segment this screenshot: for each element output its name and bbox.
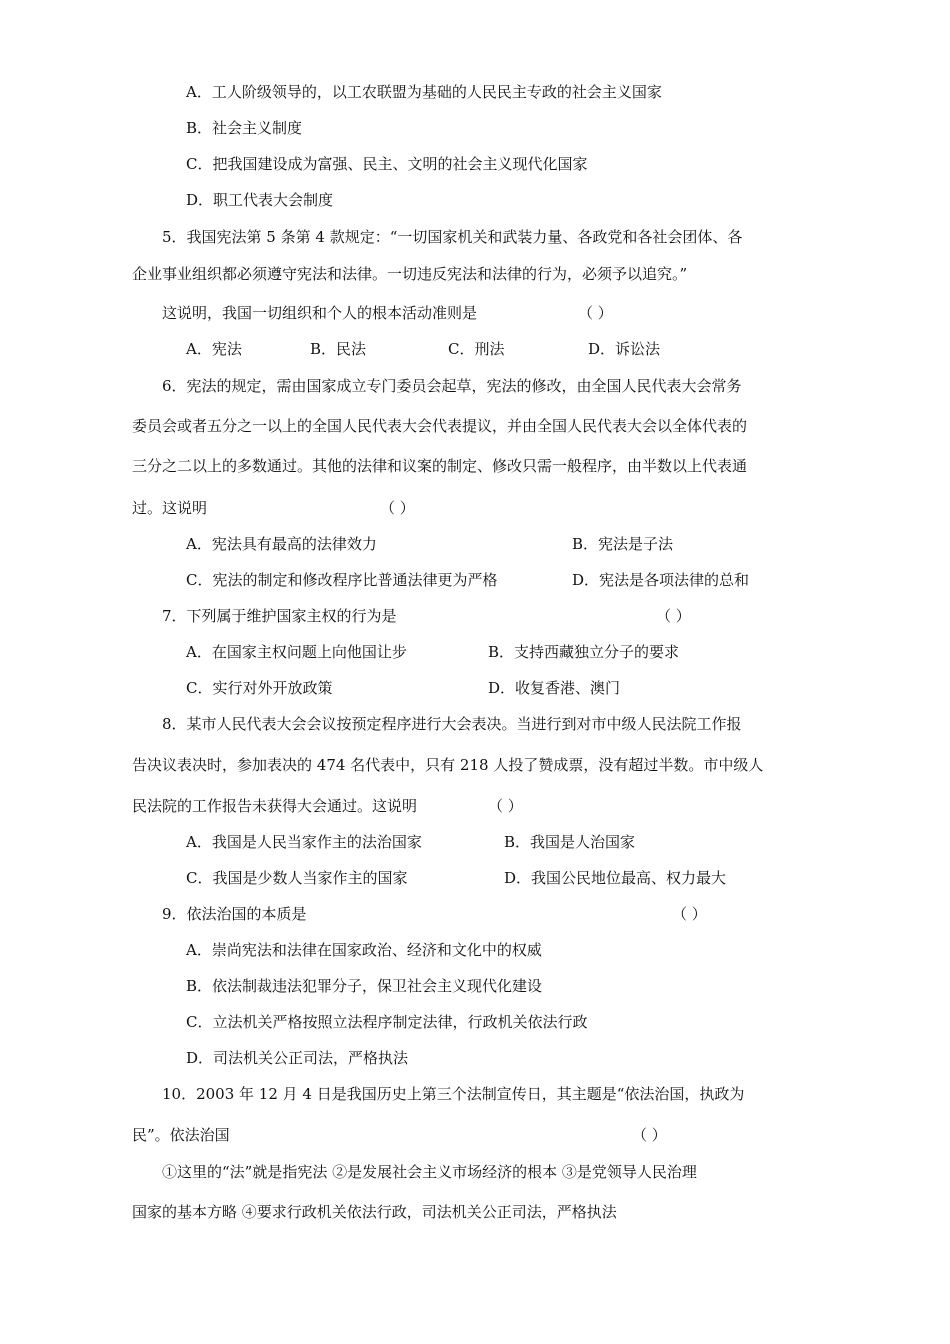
q6-option-c: C．宪法的制定和修改程序比普通法律更为严格 [186, 571, 498, 589]
q6-stem-line-3: 三分之二以上的多数通过。其他的法律和议案的制定、修改只需一般程序，由半数以上代表通 [132, 457, 748, 475]
q6-answer-blank: （ ） [380, 499, 415, 517]
q8-answer-blank: （ ） [488, 797, 523, 815]
q5-option-d: D．诉讼法 [588, 340, 661, 358]
q4-option-d: D．职工代表大会制度 [186, 191, 334, 209]
q5-stem-line-2: 企业事业组织都必须遵守宪法和法律。一切违反宪法和法律的行为，必须予以追究。” [132, 265, 688, 283]
q8-option-b: B．我国是人治国家 [504, 833, 636, 851]
q9-option-d: D．司法机关公正司法，严格执法 [186, 1049, 409, 1067]
q10-answer-blank: （ ） [632, 1126, 667, 1144]
q5-option-c: C．刑法 [448, 340, 505, 358]
q5-answer-blank: （ ） [578, 304, 613, 322]
q6-stem-line-1: 6．宪法的规定，需由国家成立专门委员会起草，宪法的修改，由全国人民代表大会常务 [162, 377, 742, 395]
q10-stem-line-1: 10．2003 年 12 月 4 日是我国历史上第三个法制宣传日，其主题是“依法治国，执政为 [162, 1085, 745, 1103]
q9-stem-line-1: 9．依法治国的本质是 [162, 905, 307, 923]
q9-option-a: A．崇尚宪法和法律在国家政治、经济和文化中的权威 [186, 941, 542, 959]
q9-option-c: C．立法机关严格按照立法程序制定法律，行政机关依法行政 [186, 1013, 588, 1031]
q10-statements-line-1: ①这里的“法”就是指宪法 ②是发展社会主义市场经济的根本 ③是党领导人民治理 [162, 1163, 697, 1181]
q7-option-d: D．收复香港、澳门 [488, 679, 621, 697]
q5-stem-line-3: 这说明，我国一切组织和个人的根本活动准则是 [162, 304, 478, 322]
q8-option-a: A．我国是人民当家作主的法治国家 [186, 833, 422, 851]
q7-option-a: A．在国家主权问题上向他国让步 [186, 643, 407, 661]
q6-option-d: D．宪法是各项法律的总和 [572, 571, 750, 589]
q6-stem-line-2: 委员会或者五分之一以上的全国人民代表大会代表提议，并由全国人民代表大会以全体代表的 [132, 417, 748, 435]
q7-answer-blank: （ ） [656, 607, 691, 625]
q5-option-b: B．民法 [310, 340, 367, 358]
q6-option-b: B．宪法是子法 [572, 535, 674, 553]
q9-answer-blank: （ ） [672, 905, 707, 923]
q7-option-b: B．支持西藏独立分子的要求 [488, 643, 680, 661]
q9-option-b: B．依法制裁违法犯罪分子，保卫社会主义现代化建设 [186, 977, 543, 995]
q8-option-d: D．我国公民地位最高、权力最大 [504, 869, 727, 887]
q10-statements-line-2: 国家的基本方略 ④要求行政机关依法行政，司法机关公正司法，严格执法 [132, 1203, 617, 1221]
q8-stem-line-3: 民法院的工作报告未获得大会通过。这说明 [132, 797, 418, 815]
q8-stem-line-1: 8．某市人民代表大会会议按预定程序进行大会表决。当进行到对市中级人民法院工作报 [162, 715, 742, 733]
q4-option-b: B．社会主义制度 [186, 119, 303, 137]
q4-option-c: C．把我国建设成为富强、民主、文明的社会主义现代化国家 [186, 155, 588, 173]
q5-stem-line-1: 5．我国宪法第 5 条第 4 款规定：“一切国家机关和武装力量、各政党和各社会团体、各 [162, 228, 743, 246]
q8-option-c: C．我国是少数人当家作主的国家 [186, 869, 408, 887]
q6-option-a: A．宪法具有最高的法律效力 [186, 535, 377, 553]
q10-stem-line-2: 民”。依法治国 [132, 1126, 230, 1144]
q7-stem-line-1: 7．下列属于维护国家主权的行为是 [162, 607, 397, 625]
q5-option-a: A．宪法 [186, 340, 242, 358]
q8-stem-line-2: 告决议表决时，参加表决的 474 名代表中，只有 218 人投了赞成票，没有超过半数。市中级人 [132, 756, 764, 774]
q7-option-c: C．实行对外开放政策 [186, 679, 333, 697]
q6-stem-line-4: 过。这说明 [132, 499, 208, 517]
q4-option-a: A．工人阶级领导的，以工农联盟为基础的人民民主专政的社会主义国家 [186, 83, 662, 101]
